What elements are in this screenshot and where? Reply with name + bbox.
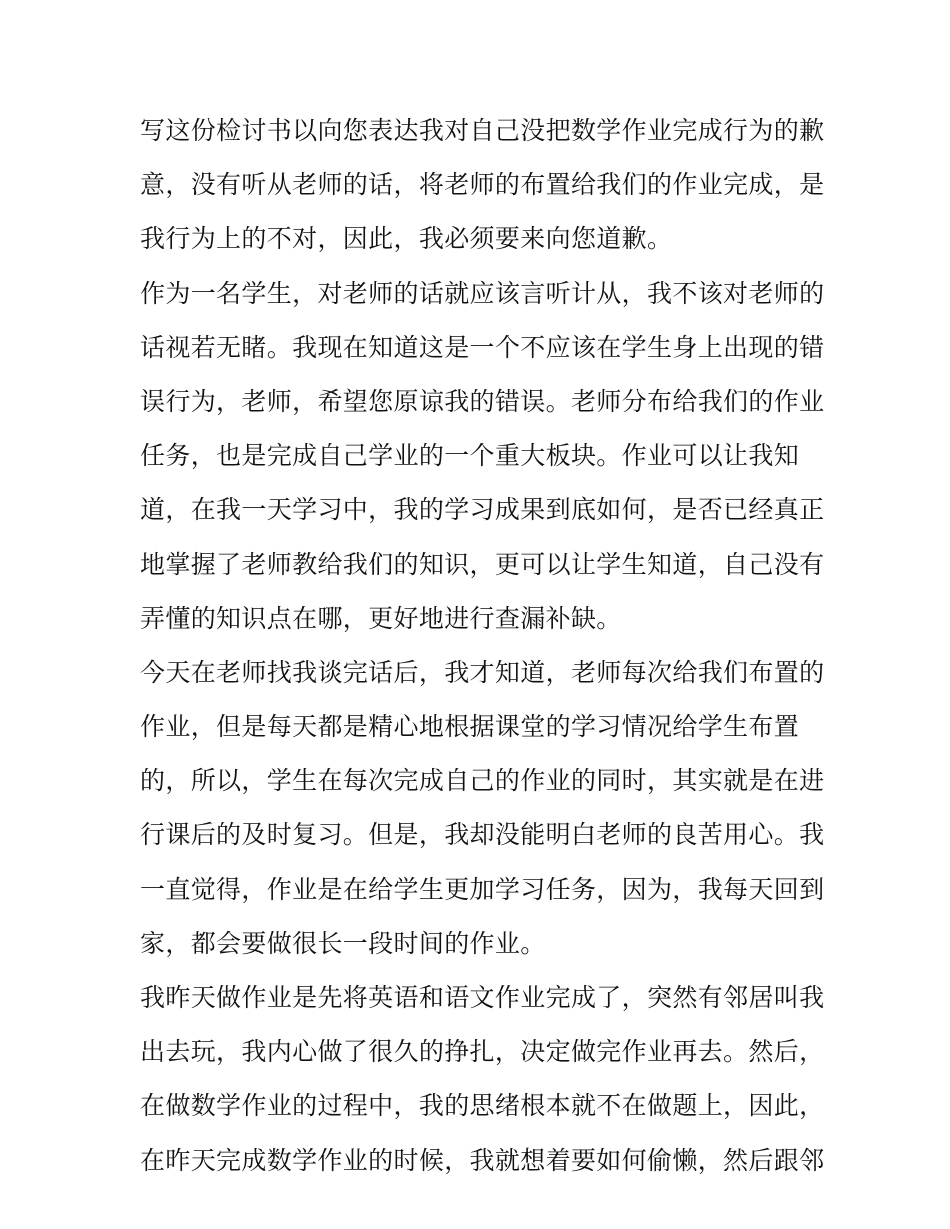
text-line: 道，在我一天学习中，我的学习成果到底如何，是否已经真正 [140, 495, 825, 525]
text-line: 行课后的及时复习。但是，我却没能明白老师的良苦用心。我 [140, 820, 825, 850]
text-line: 家，都会要做很长一段时间的作业。 [140, 928, 546, 958]
text-line: 话视若无睹。我现在知道这是一个不应该在学生身上出现的错 [140, 332, 825, 362]
text-line: 地掌握了老师教给我们的知识，更可以让学生知道，自己没有 [140, 549, 825, 579]
text-line: 今天在老师找我谈完话后，我才知道，老师每次给我们布置的 [140, 657, 825, 687]
text-line: 在昨天完成数学作业的时候，我就想着要如何偷懒，然后跟邻 [140, 1145, 825, 1175]
text-line: 在做数学作业的过程中，我的思绪根本就不在做题上，因此， [140, 1091, 825, 1121]
text-line: 我行为上的不对，因此，我必须要来向您道歉。 [140, 224, 673, 254]
text-line: 误行为，老师，希望您原谅我的错误。老师分布给我们的作业 [140, 386, 825, 416]
text-line: 的，所以，学生在每次完成自己的作业的同时，其实就是在进 [140, 766, 825, 796]
text-line: 写这份检讨书以向您表达我对自己没把数学作业完成行为的歉 [140, 116, 825, 145]
text-line: 弄懂的知识点在哪，更好地进行查漏补缺。 [140, 603, 622, 633]
text-line: 出去玩，我内心做了很久的挣扎，决定做完作业再去。然后， [140, 1037, 825, 1067]
text-line: 意，没有听从老师的话，将老师的布置给我们的作业完成，是 [140, 170, 825, 200]
text-line: 任务，也是完成自己学业的一个重大板块。作业可以让我知 [140, 441, 800, 471]
text-line: 一直觉得，作业是在给学生更加学习任务，因为，我每天回到 [140, 874, 825, 904]
text-line: 作为一名学生，对老师的话就应该言听计从，我不该对老师的 [140, 278, 825, 308]
document-body [140, 104, 825, 1188]
text-line: 作业，但是每天都是精心地根据课堂的学习情况给学生布置 [140, 712, 800, 742]
text-line: 我昨天做作业是先将英语和语文作业完成了，突然有邻居叫我 [140, 983, 825, 1012]
